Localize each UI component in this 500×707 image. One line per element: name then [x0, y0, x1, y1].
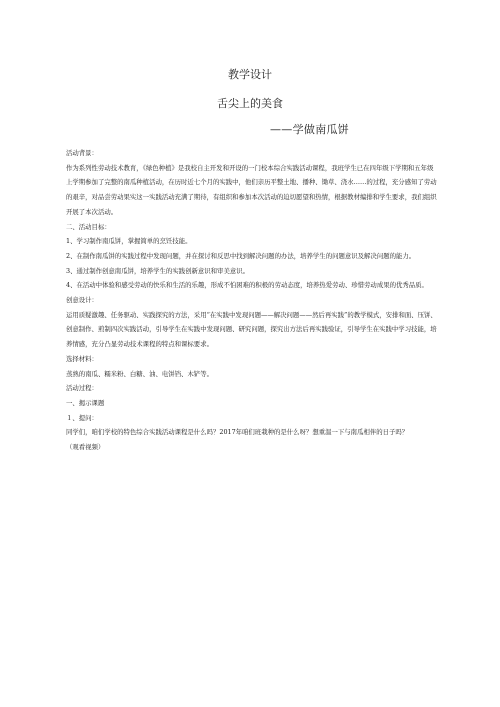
section-heading-materials: 选择材料： [66, 354, 98, 363]
paragraph-materials: 蒸熟的南瓜、糯米粉、白糖、油、电饼铛、木铲等。 [66, 369, 213, 378]
paragraph-design: 运用质疑激趣、任务驱动、实践探究的方法，采用“在实践中发现问题——解决问题——然后再实践”的教学模式，安排和面、压饼、创意制作、煎制四次实践活动，引导学生在实践中发现问题、研究问题，探究出方法后再实践验证，引导学生在实践中学习技能，培养情感，充分凸显劳动技术课程的特点和课标要求。 [66, 310, 437, 349]
process-step-heading: 一、揭示课题 [66, 398, 105, 407]
section-heading-process: 活动过程： [66, 384, 98, 393]
process-substep-heading: １、提问： [66, 413, 98, 422]
section-heading-goals: 二、活动目标： [66, 222, 111, 231]
document-body [66, 146, 438, 455]
goal-item-3: 3、通过制作创意南瓜饼，培养学生的实践创新意识和审美意识。 [66, 266, 250, 275]
paragraph-video-note: （观看视频） [66, 443, 105, 452]
goal-item-1: 1、学习制作南瓜饼，掌握简单的烹饪技能。 [66, 237, 192, 246]
goal-item-2: 2、在制作南瓜饼的实践过程中发现问题，并在探讨和反思中找到解决问题的办法，培养学生的问题意识及解决问题的能力。 [66, 251, 416, 260]
page-title: 教学设计 [228, 68, 272, 81]
page-subtitle: 舌尖上的美食 [217, 97, 283, 110]
section-heading-design: 创意设计： [66, 296, 98, 305]
paragraph-question: 同学们，咱们学校的特色综合实践活动课程是什么吗？2017年咱们班栽种的是什么呀？想重温一下与南瓜相伴的日子吗？ [66, 428, 409, 437]
section-heading-background: 活动背景： [66, 149, 98, 157]
goal-item-4: 4、在活动中体验和感受劳动的快乐和生活的乐趣，形成不怕困难的积极的劳动态度，培养热爱劳动、珍惜劳动成果的优秀品质。 [66, 281, 428, 290]
paragraph-background: 作为系列性劳动技术教育，《绿色种植》是我校自主开发和开设的一门校本综合实践活动课程，我班学生已在四年级下学期和五年级上学期参加了完整的南瓜种植活动，在历时近七个月的实践中，他们亲历平整土地、播种、锄草、浇水……的过程，充分感知了劳动的艰辛，对品尝劳动果实这一实践活动充满了期待，有组织和参加本次活动的迫切愿望和热情，根据教材编排和学生要求，我们组织开展了本次活动。 [66, 163, 437, 216]
page-subtitle-secondary: ——学做南瓜饼 [270, 123, 350, 136]
